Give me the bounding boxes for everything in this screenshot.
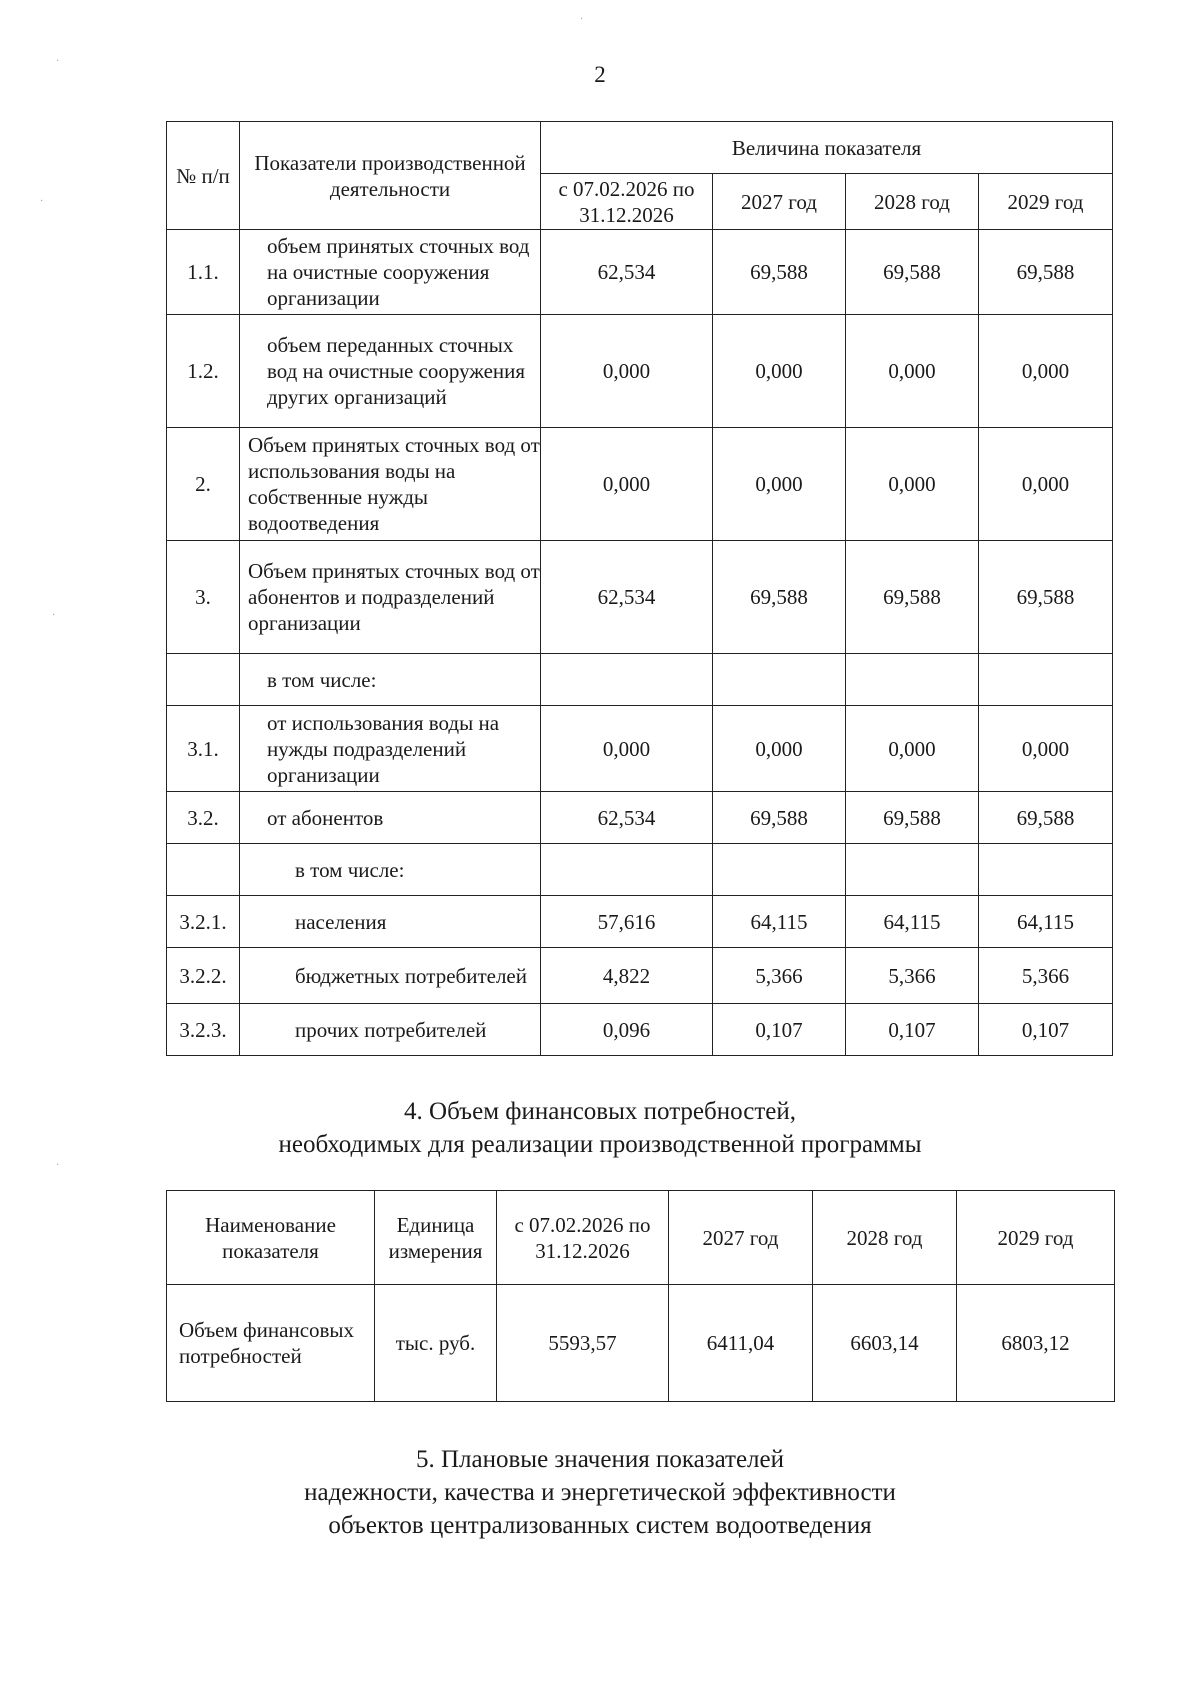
header-period: с 07.02.2026 по 31.12.2026	[497, 1191, 669, 1285]
scan-speck: ·	[580, 14, 584, 25]
table-row	[167, 654, 1113, 706]
row-value: 5,366	[713, 948, 846, 1004]
row-label: Объем принятых сточных вод от использования воды на собственные нужды водоотведения	[240, 428, 541, 541]
row-value: 5,366	[979, 948, 1113, 1004]
row-label: прочих потребителей	[240, 1004, 541, 1056]
row-value: 62,534	[541, 541, 713, 654]
section-5-title	[0, 1443, 1200, 1542]
row-num: 3.2.1.	[167, 896, 240, 948]
row-value: 0,000	[713, 315, 846, 428]
row-value: 69,588	[846, 792, 979, 844]
row-num	[167, 654, 240, 706]
row-label: Объем финансовых потребностей	[167, 1285, 375, 1402]
row-value	[541, 844, 713, 896]
table-header-row	[167, 122, 1113, 174]
row-value: 6411,04	[669, 1285, 813, 1402]
table-row	[167, 1285, 1115, 1402]
row-value: 0,000	[846, 428, 979, 541]
header-period: 2027 год	[713, 174, 846, 230]
row-value: 64,115	[846, 896, 979, 948]
row-value	[846, 654, 979, 706]
row-value	[979, 844, 1113, 896]
row-label: объем принятых сточных вод на очистные сооружения организации	[240, 230, 541, 315]
table-header-row	[167, 1191, 1115, 1285]
header-period: 2027 год	[669, 1191, 813, 1285]
table-row	[167, 948, 1113, 1004]
row-label: объем переданных сточных вод на очистные сооружения других организаций	[240, 315, 541, 428]
header-period: 2029 год	[957, 1191, 1115, 1285]
table-row	[167, 1004, 1113, 1056]
header-value-group: Величина показателя	[541, 122, 1113, 174]
row-label: от использования воды на нужды подразделений организации	[240, 706, 541, 792]
row-value: 69,588	[979, 230, 1113, 315]
row-value: 62,534	[541, 792, 713, 844]
table-row	[167, 428, 1113, 541]
row-value: 0,000	[713, 428, 846, 541]
header-period: 2028 год	[813, 1191, 957, 1285]
row-value: 5,366	[846, 948, 979, 1004]
row-value: 0,107	[846, 1004, 979, 1056]
row-value: 64,115	[979, 896, 1113, 948]
table-row	[167, 706, 1113, 792]
row-value: 5593,57	[497, 1285, 669, 1402]
row-value: 0,000	[846, 706, 979, 792]
row-label: от абонентов	[240, 792, 541, 844]
row-label: населения	[240, 896, 541, 948]
section-5-title-line2: надежности, качества и энергетической эффективности	[304, 1479, 896, 1506]
row-num: 3.2.3.	[167, 1004, 240, 1056]
row-value: 0,000	[979, 315, 1113, 428]
section-4-title-line2: необходимых для реализации производственной программы	[278, 1131, 922, 1158]
section-4-title	[0, 1095, 1200, 1161]
row-value	[846, 844, 979, 896]
table-row	[167, 844, 1113, 896]
row-value: 6603,14	[813, 1285, 957, 1402]
row-value: 64,115	[713, 896, 846, 948]
row-value: 0,107	[713, 1004, 846, 1056]
header-period: 2028 год	[846, 174, 979, 230]
row-value: 0,000	[979, 706, 1113, 792]
header-indicators: Показатели производственной деятельности	[240, 122, 541, 230]
table-row	[167, 541, 1113, 654]
scan-speck: ·	[56, 56, 60, 67]
header-num: № п/п	[167, 122, 240, 230]
row-value: 69,588	[979, 541, 1113, 654]
table-row	[167, 230, 1113, 315]
row-value: 0,096	[541, 1004, 713, 1056]
row-value	[979, 654, 1113, 706]
table-row	[167, 896, 1113, 948]
financial-needs-table	[166, 1190, 1115, 1402]
scan-speck: ·	[40, 196, 44, 207]
section-5-title-line1: 5. Плановые значения показателей	[415, 1446, 785, 1473]
row-label: Объем принятых сточных вод от абонентов и подразделений организации	[240, 541, 541, 654]
row-num: 3.2.	[167, 792, 240, 844]
row-value: 0,000	[846, 315, 979, 428]
row-value: 69,588	[713, 541, 846, 654]
row-value: 6803,12	[957, 1285, 1115, 1402]
row-value: 69,588	[713, 792, 846, 844]
table-row	[167, 792, 1113, 844]
row-value: 0,107	[979, 1004, 1113, 1056]
row-label: в том числе:	[240, 844, 541, 896]
row-value: 69,588	[846, 230, 979, 315]
row-value: 69,588	[846, 541, 979, 654]
row-value: 0,000	[541, 315, 713, 428]
section-5-title-line3: объектов централизованных систем водоотведения	[328, 1512, 872, 1539]
row-num	[167, 844, 240, 896]
row-value	[713, 844, 846, 896]
section-4-title-line1: 4. Объем финансовых потребностей,	[404, 1098, 796, 1125]
row-num: 1.2.	[167, 315, 240, 428]
row-unit: тыс. руб.	[375, 1285, 497, 1402]
row-value: 0,000	[713, 706, 846, 792]
row-label: бюджетных потребителей	[240, 948, 541, 1004]
row-value: 57,616	[541, 896, 713, 948]
row-value	[541, 654, 713, 706]
row-value: 0,000	[541, 428, 713, 541]
row-value: 4,822	[541, 948, 713, 1004]
row-value: 69,588	[713, 230, 846, 315]
scan-speck: ·	[52, 610, 56, 621]
row-num: 1.1.	[167, 230, 240, 315]
header-period: 2029 год	[979, 174, 1113, 230]
row-num: 3.	[167, 541, 240, 654]
page-number: 2	[594, 62, 606, 87]
row-value: 0,000	[541, 706, 713, 792]
row-num: 3.1.	[167, 706, 240, 792]
row-num: 3.2.2.	[167, 948, 240, 1004]
header-period: с 07.02.2026 по 31.12.2026	[541, 174, 713, 230]
production-indicators-table	[166, 121, 1113, 1056]
row-value	[713, 654, 846, 706]
row-value: 0,000	[979, 428, 1113, 541]
header-unit: Единица измерения	[375, 1191, 497, 1285]
row-value: 62,534	[541, 230, 713, 315]
scan-speck: ·	[56, 1160, 60, 1171]
table-row	[167, 315, 1113, 428]
row-num: 2.	[167, 428, 240, 541]
header-name: Наименование показателя	[167, 1191, 375, 1285]
row-value: 69,588	[979, 792, 1113, 844]
row-label: в том числе:	[240, 654, 541, 706]
